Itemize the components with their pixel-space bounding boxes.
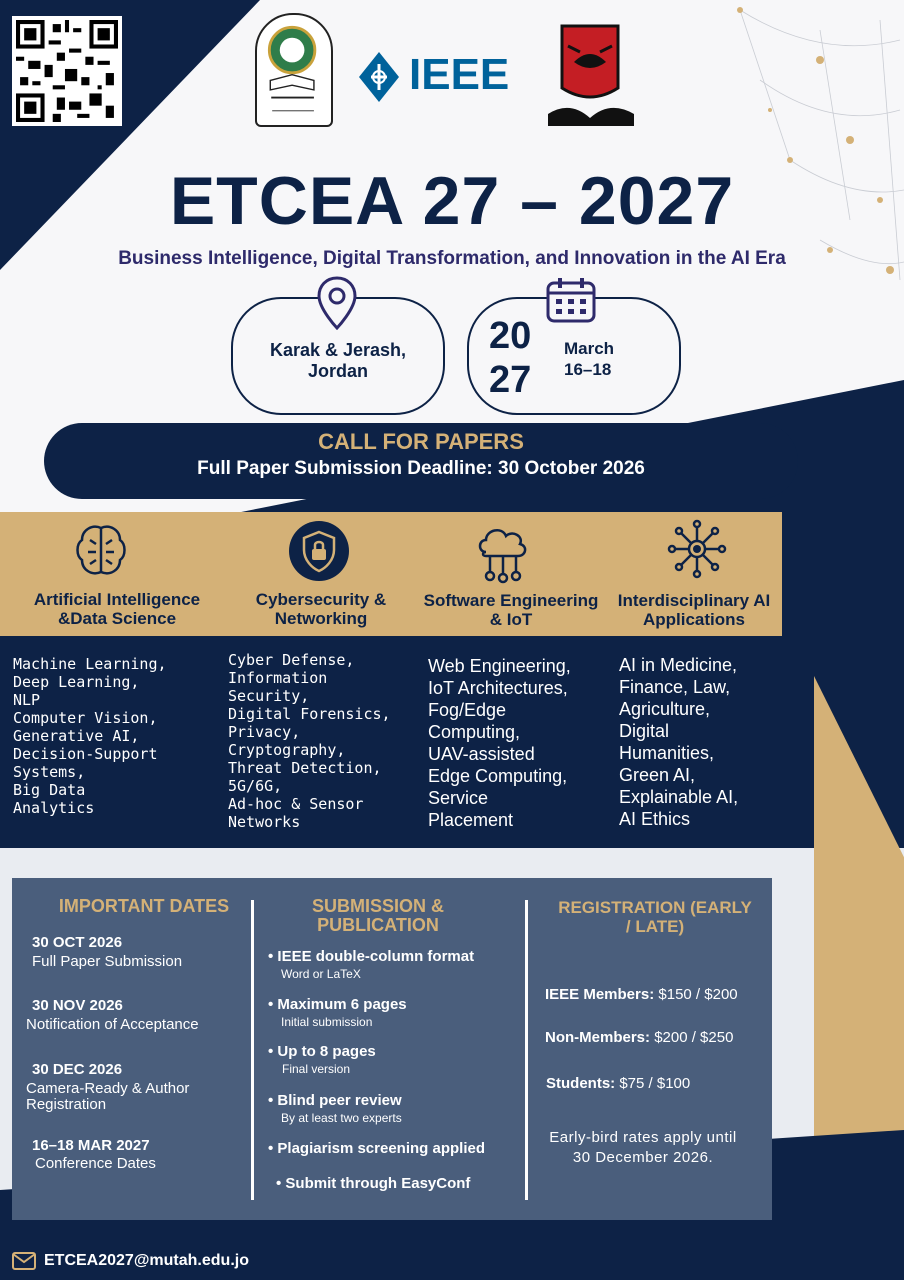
important-dates-heading: IMPORTANT DATES <box>58 896 230 916</box>
submission-item-main: • Maximum 6 pages <box>268 996 407 1013</box>
submission-item <box>268 1043 523 1076</box>
submission-item <box>268 1140 523 1157</box>
location-text <box>231 340 445 382</box>
submission-item-sub: Initial submission <box>281 1015 373 1029</box>
submission-item-main: • Plagiarism screening applied <box>268 1140 485 1157</box>
mail-icon <box>12 1252 36 1270</box>
submission-item-main: • Up to 8 pages <box>268 1043 376 1060</box>
submission-item <box>276 1175 523 1192</box>
registration-price: $150 / $200 <box>658 986 738 1003</box>
event-year-top: 20 <box>489 315 532 357</box>
important-date-item <box>26 1061 248 1113</box>
conference-subtitle: Business Intelligence, Digital Transformation, and Innovation in the AI Era <box>118 248 786 269</box>
registration-label: Students: <box>546 1075 616 1092</box>
important-date-item <box>26 1137 248 1172</box>
cloud-network-icon <box>472 522 534 584</box>
mutah-university-logo <box>540 22 640 130</box>
topic-title-software: Software Engineering & IoT <box>423 591 599 629</box>
event-month: March <box>564 339 615 358</box>
important-date: 16–18 MAR 2027 <box>32 1137 150 1154</box>
registration-row <box>545 986 738 1003</box>
registration-row <box>546 1075 690 1092</box>
location-pin-icon <box>316 276 358 330</box>
important-date: 30 NOV 2026 <box>32 997 123 1014</box>
conference-title: ETCEA 27 – 2027 <box>169 163 735 239</box>
submission-item-main: • Blind peer review <box>268 1092 402 1109</box>
topic-list-cybersecurity: Cyber Defense, Information Security, Digital Forensics, Privacy, Cryptography, Threat Detection, 5G/6G, Ad-hoc & Sensor Networks <box>228 651 391 831</box>
topic-list-interdisciplinary: AI in Medicine, Finance, Law, Agriculture, Digital Humanities, Green AI, Explainable AI, AI Ethics <box>619 655 739 829</box>
event-year <box>489 314 549 402</box>
registration-price: $75 / $100 <box>619 1075 691 1092</box>
column-divider <box>251 900 254 1200</box>
qr-code[interactable] <box>12 16 122 126</box>
topic-title-interdisciplinary: Interdisciplinary AI Applications <box>617 591 771 629</box>
event-dates <box>564 338 614 380</box>
submission-deadline: Full Paper Submission Deadline: 30 October 2026 <box>197 458 645 479</box>
call-for-papers-title: CALL FOR PAPERS <box>318 429 524 454</box>
important-date-label: Camera-Ready & Author Registration <box>26 1080 190 1113</box>
important-date-label: Full Paper Submission <box>32 953 183 970</box>
event-days: 16–18 <box>564 360 612 379</box>
location-line2: Jordan <box>307 361 368 381</box>
submission-heading: SUBMISSION & PUBLICATION <box>311 896 444 935</box>
important-date: 30 DEC 2026 <box>32 1061 123 1078</box>
ieee-logo <box>357 48 522 106</box>
brain-icon <box>70 520 132 582</box>
column-divider <box>525 900 528 1200</box>
important-date: 30 OCT 2026 <box>32 934 123 951</box>
early-bird-note: Early-bird rates apply until 30 December 2026. <box>549 1129 737 1166</box>
topic-title-ai: Artificial Intelligence &Data Science <box>33 590 201 628</box>
topic-list-ai: Machine Learning, Deep Learning, NLP Computer Vision, Generative AI, Decision-Support Systems, Big Data Analytics <box>13 655 167 817</box>
important-date-item <box>26 997 248 1033</box>
registration-row <box>545 1029 733 1046</box>
submission-item-main: • Submit through EasyConf <box>276 1175 471 1192</box>
submission-item-sub: Final version <box>282 1062 351 1076</box>
submission-item <box>268 1092 523 1125</box>
lock-shield-icon <box>288 520 350 582</box>
topic-title-cybersecurity: Cybersecurity & Networking <box>255 590 387 628</box>
submission-item-sub: By at least two experts <box>281 1111 402 1125</box>
registration-label: Non-Members: <box>545 1029 651 1046</box>
registration-price: $200 / $250 <box>654 1029 734 1046</box>
important-date-label: Conference Dates <box>35 1155 156 1172</box>
submission-item-main: • IEEE double-column format <box>268 948 475 965</box>
ieee-wordmark: IEEE <box>409 50 510 99</box>
event-year-bottom: 27 <box>489 359 532 401</box>
location-line1: Karak & Jerash, <box>269 340 407 360</box>
contact-email[interactable]: ETCEA2027@mutah.edu.jo <box>44 1252 249 1269</box>
calendar-icon <box>545 276 597 324</box>
registration-heading: REGISTRATION (EARLY / LATE) <box>558 898 752 936</box>
submission-item-sub: Word or LaTeX <box>281 967 361 981</box>
qr-code-image <box>16 20 118 122</box>
jerash-university-logo <box>255 13 333 127</box>
important-date-label: Notification of Acceptance <box>26 1016 199 1033</box>
submission-item <box>268 996 523 1029</box>
registration-label: IEEE Members: <box>545 986 655 1003</box>
topic-list-software: Web Engineering, IoT Architectures, Fog/Edge Computing, UAV-assisted Edge Computing, Service Placement <box>428 656 571 830</box>
important-date-item <box>26 934 248 970</box>
network-hub-icon <box>666 518 728 580</box>
submission-item <box>268 948 523 981</box>
